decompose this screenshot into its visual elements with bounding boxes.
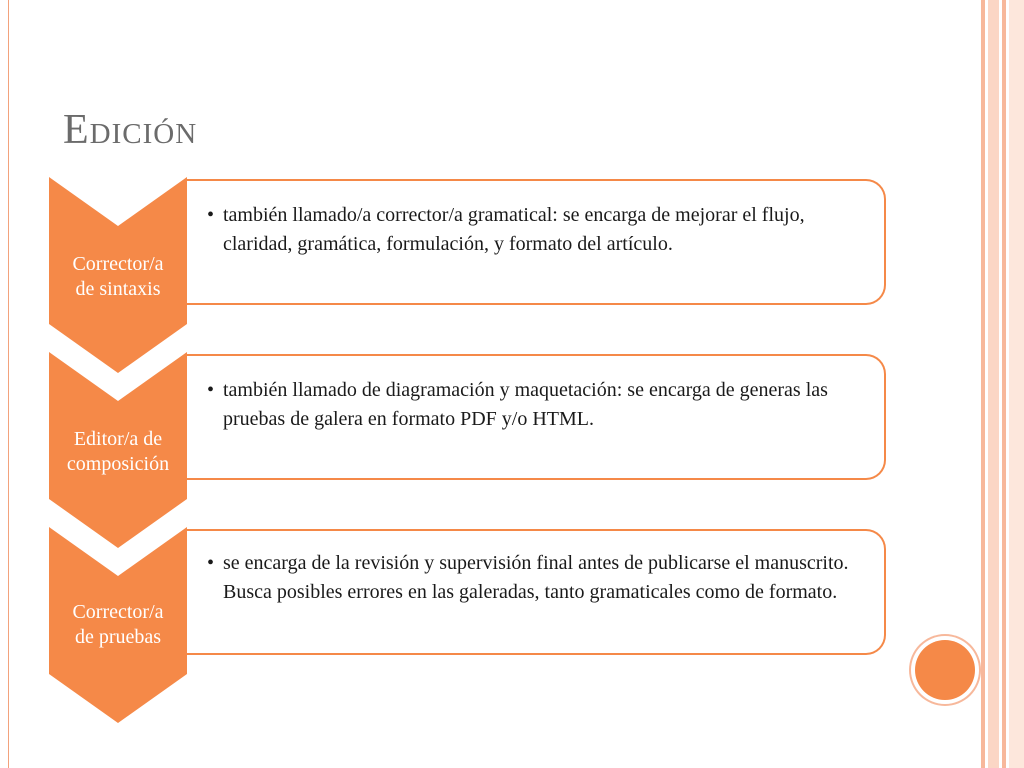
role-label-line2: composición xyxy=(66,453,170,475)
role-label-line2: de pruebas xyxy=(74,626,162,648)
role-label-line1: Corrector/a xyxy=(72,601,164,623)
role-description-2 xyxy=(207,376,875,434)
decor-stripe xyxy=(988,0,999,768)
decor-stripe xyxy=(1009,0,1024,768)
role-label-line1: Corrector/a xyxy=(72,253,164,275)
decor-stripe xyxy=(1002,0,1006,768)
slide-title: Edición xyxy=(63,107,198,153)
role-label-line2: de sintaxis xyxy=(75,278,161,300)
role-description-text: también llamado de diagramación y maquetación: se encarga de generas las pruebas de galera en formato PDF y/o HTML. xyxy=(223,379,828,430)
decor-stripe xyxy=(981,0,985,768)
role-description-3 xyxy=(207,549,875,607)
role-label-line1: Editor/a de xyxy=(73,428,163,450)
bullet-icon: • xyxy=(207,552,215,574)
role-label-2 xyxy=(49,427,187,477)
role-label-1 xyxy=(49,252,187,302)
role-description-text: se encarga de la revisión y supervisión final antes de publicarse el manuscrito. Busca posibles errores en las galeradas, tanto gramaticales como de formato. xyxy=(223,552,849,603)
decor-circle xyxy=(915,640,975,700)
role-description-text: también llamado/a corrector/a gramatical: se encarga de mejorar el flujo, claridad, gramática, formulación, y formato del artículo. xyxy=(223,204,805,255)
bullet-icon: • xyxy=(207,379,215,401)
role-description-1 xyxy=(207,201,875,259)
bullet-icon: • xyxy=(207,204,215,226)
role-label-3 xyxy=(49,600,187,650)
